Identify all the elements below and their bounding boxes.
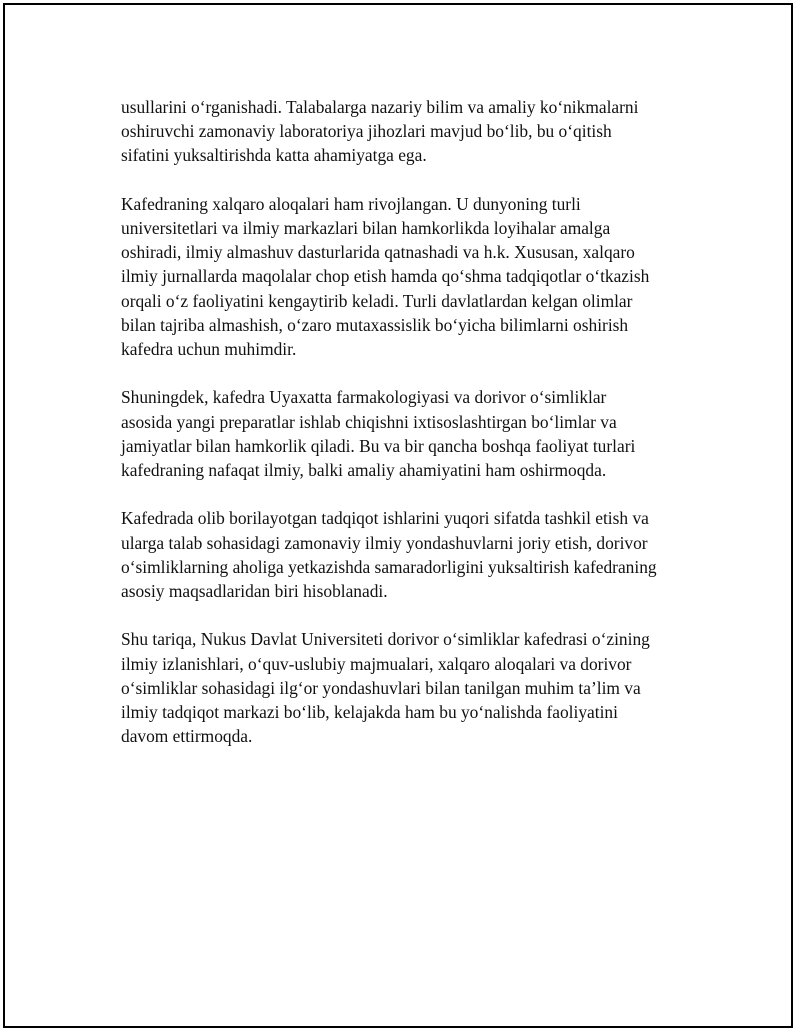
text-line: asosiy maqsadlaridan biri hisoblanadi. xyxy=(121,581,388,602)
text-line: ularga talab sohasidagi zamonaviy ilmiy yondashuvlarni joriy etish, dorivor xyxy=(121,532,648,553)
document-body xyxy=(121,95,701,748)
paragraph-2 xyxy=(121,192,701,361)
text-line: Shuningdek, kafedra Uyaxatta farmakologiyasi va dorivor o‘simliklar xyxy=(121,387,607,408)
text-line: ilmiy izlanishlari, o‘quv-uslubiy majmualari, xalqaro aloqalari va dorivor xyxy=(121,653,632,674)
text-line: Shu tariqa, Nukus Davlat Universiteti dorivor o‘simliklar kafedrasi o‘zining xyxy=(121,629,650,650)
paragraph-3 xyxy=(121,385,701,482)
text-line: asosida yangi preparatlar ishlab chiqishni ixtisoslashtirgan bo‘limlar va xyxy=(121,411,617,432)
document-page xyxy=(3,3,793,1028)
text-line: universitetlari va ilmiy markazlari bilan hamkorlikda loyihalar amalga xyxy=(121,218,611,238)
text-line: orqali o‘z faoliyatini kengaytirib keladi. Turli davlatlardan kelgan olimlar xyxy=(121,290,633,311)
text-line: davom ettirmoqda. xyxy=(121,726,253,747)
text-line: sifatini yuksaltirishda katta ahamiyatga ega. xyxy=(121,145,427,166)
text-line: Kafedraning xalqaro aloqalari ham rivojlangan. U dunyoning turli xyxy=(121,193,581,214)
text-line: kafedra uchun muhimdir. xyxy=(121,339,297,360)
text-line: usullarini o‘rganishadi. Talabalarga nazariy bilim va amaliy ko‘nikmalarni xyxy=(121,97,639,117)
text-line: bilan tajriba almashish, o‘zaro mutaxassislik bo‘yicha bilimlarni oshirish xyxy=(121,314,629,335)
paragraph-4 xyxy=(121,506,701,603)
text-line: o‘simliklar sohasidagi ilg‘or yondashuvlari bilan tanilgan muhim ta’lim va xyxy=(121,677,641,698)
text-line: Kafedrada olib borilayotgan tadqiqot ishlarini yuqori sifatda tashkil etish va xyxy=(121,508,649,529)
text-line: ilmiy jurnallarda maqolalar chop etish hamda qo‘shma tadqiqotlar o‘tkazish xyxy=(121,266,650,287)
text-line: oshiruvchi zamonaviy laboratoriya jihozlari mavjud bo‘lib, bu o‘qitish xyxy=(121,121,612,142)
paragraph-1 xyxy=(121,95,701,168)
paragraph-5 xyxy=(121,627,701,748)
text-line: jamiyatlar bilan hamkorlik qiladi. Bu va bir qancha boshqa faoliyat turlari xyxy=(121,435,636,456)
text-line: kafedraning nafaqat ilmiy, balki amaliy ahamiyatini ham oshirmoqda. xyxy=(121,460,607,481)
text-line: ilmiy tadqiqot markazi bo‘lib, kelajakda ham bu yo‘nalishda faoliyatini xyxy=(121,702,618,723)
text-line: o‘simliklarning aholiga yetkazishda samaradorligini yuksaltirish kafedraning xyxy=(121,556,657,577)
text-line: oshiradi, ilmiy almashuv dasturlarida qatnashadi va h.k. Xususan, xalqaro xyxy=(121,242,635,263)
